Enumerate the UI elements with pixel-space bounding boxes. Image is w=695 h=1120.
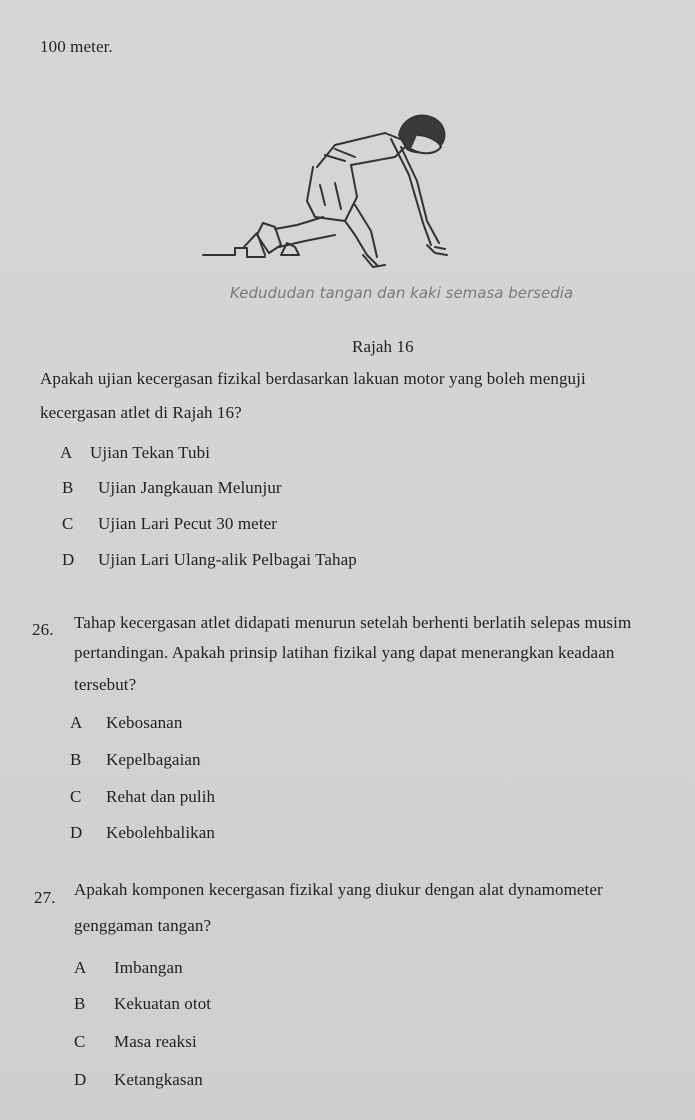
option-text: Kebosanan (106, 713, 183, 732)
option-text: Ujian Lari Pecut 30 meter (98, 514, 278, 533)
q27-option-b[interactable] (74, 994, 211, 1014)
figure-caption: Kedududan tangan dan kaki semasa bersedia (230, 284, 574, 302)
q26-option-c[interactable] (70, 787, 215, 807)
option-text: Ujian Tekan Tubi (90, 443, 211, 462)
q26-stem-line1: Tahap kecergasan atlet didapati menurun setelah berhenti berlatih selepas musim (74, 613, 632, 632)
q26-stem-line3: tersebut? (74, 675, 137, 694)
q27-option-d[interactable] (74, 1070, 203, 1090)
option-letter: A (74, 958, 87, 977)
q27-stem-line1: Apakah komponen kecergasan fizikal yang diukur dengan alat dynamometer (74, 880, 603, 899)
option-letter: B (70, 750, 82, 769)
q26-option-a[interactable] (70, 713, 182, 733)
q25-option-b[interactable] (62, 478, 282, 498)
sprinter-illustration (195, 105, 465, 285)
option-text: Masa reaksi (114, 1032, 197, 1051)
option-letter: A (70, 713, 83, 732)
option-text: Kepelbagaian (106, 750, 201, 769)
q27-stem-line2: genggaman tangan? (74, 916, 212, 935)
option-text: Ketangkasan (114, 1070, 203, 1089)
option-text: Ujian Lari Ulang-alik Pelbagai Tahap (98, 550, 357, 569)
q27-option-c[interactable] (74, 1032, 197, 1052)
q25-stem-line2: kecergasan atlet di Rajah 16? (40, 403, 242, 422)
option-letter: C (70, 787, 82, 806)
q26-option-b[interactable] (70, 750, 201, 770)
q26-option-d[interactable] (70, 823, 215, 843)
option-letter: D (62, 550, 75, 569)
option-text: Rehat dan pulih (106, 787, 216, 806)
q26-stem-line2: pertandingan. Apakah prinsip latihan fizikal yang dapat menerangkan keadaan (74, 643, 615, 662)
q25-option-a[interactable] (60, 443, 210, 463)
q27-option-a[interactable] (74, 958, 183, 978)
header-text: 100 meter. (40, 37, 113, 56)
option-text: Kekuatan otot (114, 994, 212, 1013)
option-letter: D (70, 823, 83, 842)
q25-option-c[interactable] (62, 514, 277, 534)
figure-label: Rajah 16 (352, 337, 414, 356)
option-letter: B (74, 994, 86, 1013)
q25-option-d[interactable] (62, 550, 357, 570)
q26-number: 26. (32, 620, 54, 639)
option-text: Ujian Jangkauan Melunjur (98, 478, 282, 497)
option-letter: A (60, 443, 73, 462)
q25-stem-line1: Apakah ujian kecergasan fizikal berdasarkan lakuan motor yang boleh menguji (40, 369, 586, 388)
option-letter: C (74, 1032, 86, 1051)
q27-number: 27. (34, 888, 56, 907)
option-letter: C (62, 514, 74, 533)
option-letter: D (74, 1070, 87, 1089)
option-text: Kebolehbalikan (106, 823, 216, 842)
option-letter: B (62, 478, 74, 497)
option-text: Imbangan (114, 958, 183, 977)
